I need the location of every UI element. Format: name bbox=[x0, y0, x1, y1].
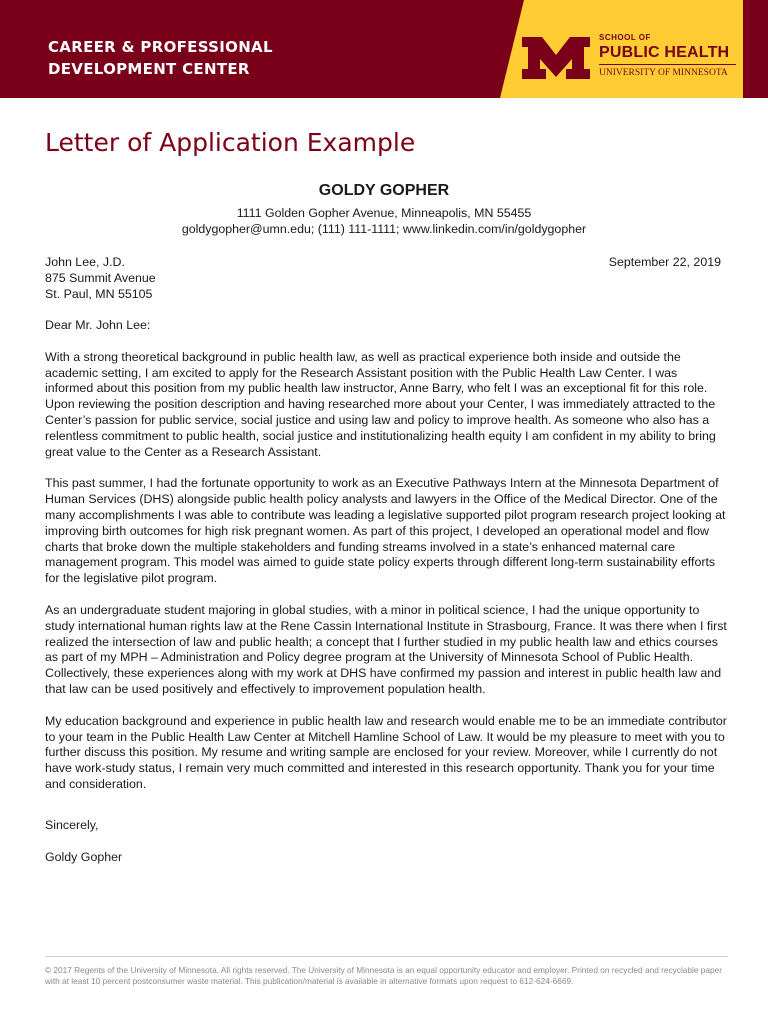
logo-school-of: SCHOOL OF bbox=[599, 33, 651, 42]
sender-address: 1111 Golden Gopher Avenue, Minneapolis, MN 55455 bbox=[236, 206, 532, 220]
closing-line: Sincerely, bbox=[45, 818, 99, 832]
letter-date: September 22, 2019 bbox=[608, 255, 721, 269]
footer-copyright: © 2017 Regents of the University of Minnesota. All rights reserved. The University of Minnesota is an equal opportunity educator and employer. Printed on recycled and recyclable paper with at least 10 percent postconsumer waste material. This publication/material is available in alternative formats upon request to 612-624-6669. bbox=[45, 965, 722, 986]
paragraph-2: This past summer, I had the fortunate opportunity to work as an Executive Pathways Intern at the Minnesota Department of Human Services (DHS) alongside public health policy analysts and lawyers in the Office of the Medical Director. One of the many accomplishments I was able to contribute was leading a legislative supported pilot program research project looking at improving birth outcomes for high risk pregnant women. As part of this project, I developed an operational model and flow charts that broke down the multiple stakeholders and funding streams involved in a state’s enhanced maternal care management program. This model was aimed to guide state policy experts through different long-term sustainability efforts for the legislative pilot program. bbox=[45, 476, 726, 586]
paragraph-4: My education background and experience in public health law and research would enable me to be an immediate contributor to your team in the Public Health Law Center at Mitchell Hamline School of Law. It would be my pleasure to meet with you to further discuss this position. My resume and writing sample are enclosed for your review. Moreover, while I currently do not have work-study status, I remain very much committed and interested in this research opportunity. Thank you for your time and consideration. bbox=[45, 713, 727, 791]
salutation: Dear Mr. John Lee: bbox=[45, 318, 151, 332]
center-name bbox=[48, 36, 273, 80]
recipient-name: John Lee, J.D. bbox=[45, 255, 125, 269]
center-name-line2: DEVELOPMENT CENTER bbox=[48, 60, 250, 78]
closing-block bbox=[45, 817, 122, 865]
university-m-logo-icon bbox=[520, 35, 592, 81]
logo-divider bbox=[599, 64, 736, 65]
signature: Goldy Gopher bbox=[45, 850, 123, 864]
center-name-line1: CAREER & PROFESSIONAL bbox=[48, 38, 273, 56]
recipient-street: 875 Summit Avenue bbox=[45, 271, 156, 285]
recipient-block bbox=[45, 254, 156, 302]
recipient-city: St. Paul, MN 55105 bbox=[45, 287, 153, 301]
school-logo-text bbox=[599, 33, 736, 79]
logo-university: UNIVERSITY OF MINNESOTA bbox=[599, 68, 728, 78]
letter-body bbox=[45, 318, 728, 809]
paragraph-1: With a strong theoretical background in public health law, as well as practical experience both inside and outside the academic setting, I am excited to apply for the Research Assistant position with the Public Health Law Center. I was informed about this position from my public health law instructor, Anne Barry, who felt I was an exceptional fit for this role. Upon reviewing the position description and having researched more about your Center, I was immediately attracted to the Center’s passion for public service, social justice and using law and policy to improve health. As someone who also has a relentless commitment to public health, social justice and institutionalizing health equity I am confident in my ability to bring great value to the Center as a Research Assistant. bbox=[45, 349, 716, 459]
footer-divider bbox=[45, 956, 728, 957]
sender-contact: goldygopher@umn.edu; (111) 111-1111; www.linkedin.com/in/goldygopher bbox=[181, 222, 587, 236]
sender-name: GOLDY GOPHER bbox=[318, 182, 450, 199]
page-title: Letter of Application Example bbox=[45, 128, 416, 157]
paragraph-3: As an undergraduate student majoring in global studies, with a minor in political science, I had the unique opportunity to study international human rights law at the Rene Cassin International Institute in Strasbourg, France. It was there when I first realized the intersection of law and public health; a concept that I further studied in my public health law and ethics courses as part of my MPH – Administration and Policy degree program at the University of Minnesota School of Public Health. Collectively, these experiences along with my work at DHS have confirmed my passion and interest in public health law and that law can be used positively and effectively to improvement population health. bbox=[45, 602, 727, 696]
logo-public-health: PUBLIC HEALTH bbox=[599, 44, 730, 61]
